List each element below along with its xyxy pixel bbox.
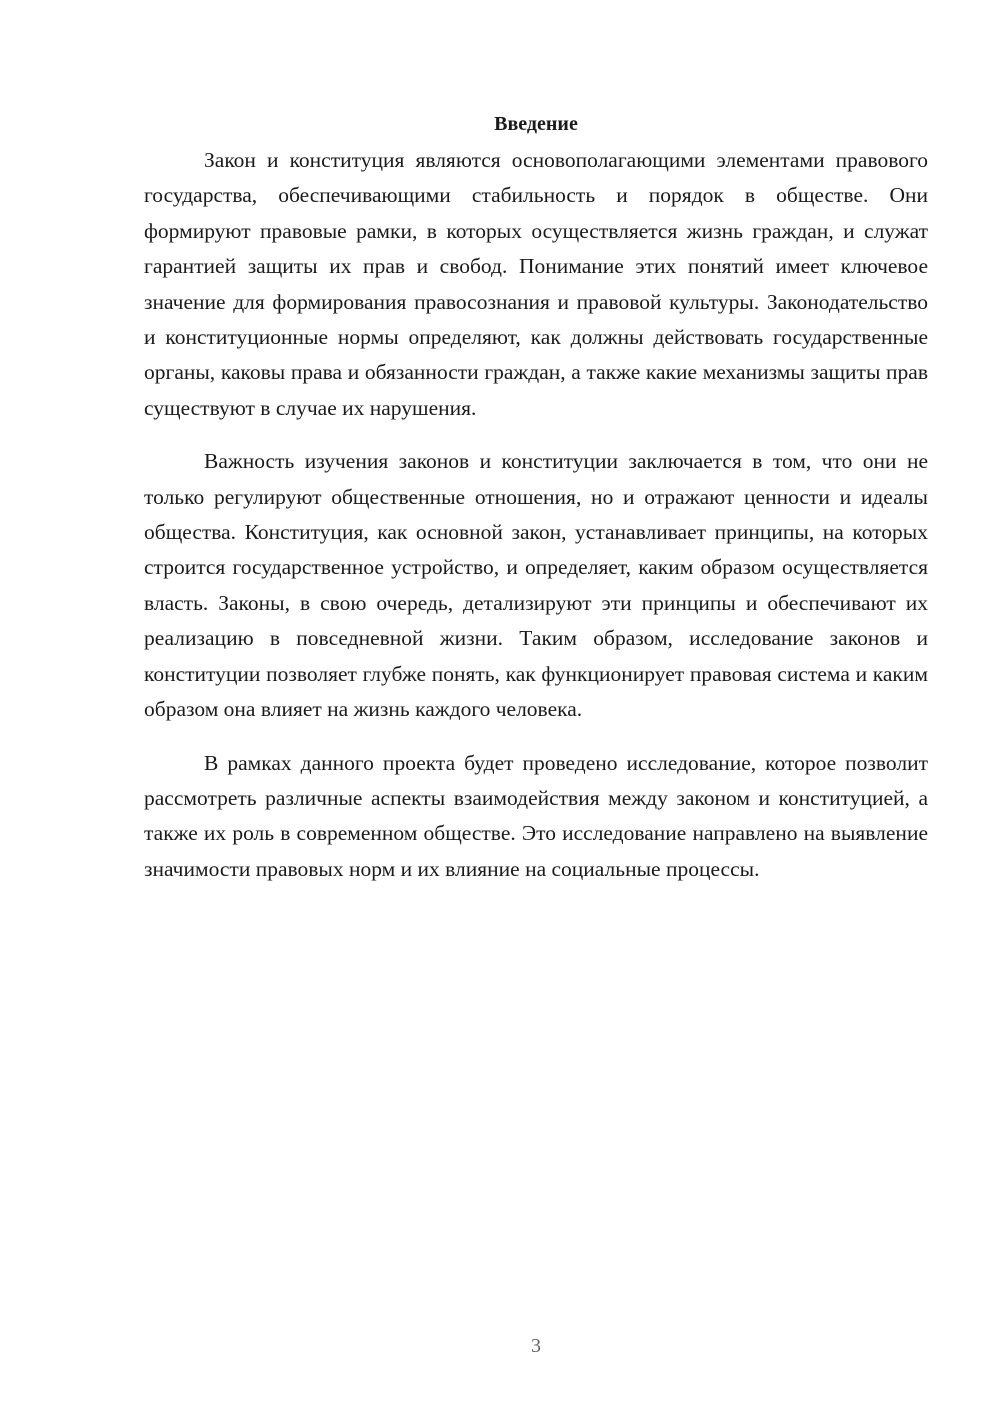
paragraph-1: Закон и конституция являются основополагающими элементами правового государства, обеспечивающими стабильность и порядок в обществе. Они формируют правовые рамки, в которых осуществляется жизнь граждан, и служат гарантией защиты их прав и свобод. Понимание этих понятий имеет ключевое значение для формирования правосознания и правовой культуры. Законодательство и конституционные нормы определяют, как должны действовать государственные органы, каковы права и обязанности граждан, а также какие механизмы защиты прав существуют в случае их нарушения.: [144, 148, 928, 420]
document-body: [144, 143, 928, 905]
page-number: 3: [531, 1335, 541, 1357]
paragraph-3: В рамках данного проекта будет проведено исследование, которое позволит рассмотреть различные аспекты взаимодействия между законом и конституцией, а также их роль в современном обществе. Это исследование направлено на выявление значимости правовых норм и их влияние на социальные процессы.: [144, 750, 928, 881]
paragraph-2: Важность изучения законов и конституции заключается в том, что они не только регулируют общественные отношения, но и отражают ценности и идеалы общества. Конституция, как основной закон, устанавливает принципы, на которых строится государственное устройство, и определяет, каким образом осуществляется власть. Законы, в свою очередь, детализируют эти принципы и обеспечивают их реализацию в повседневной жизни. Таким образом, исследование законов и конституции позволяет глубже понять, как функционирует правовая система и каким образом она влияет на жизнь каждого человека.: [144, 449, 928, 722]
section-title: Введение: [494, 113, 578, 136]
